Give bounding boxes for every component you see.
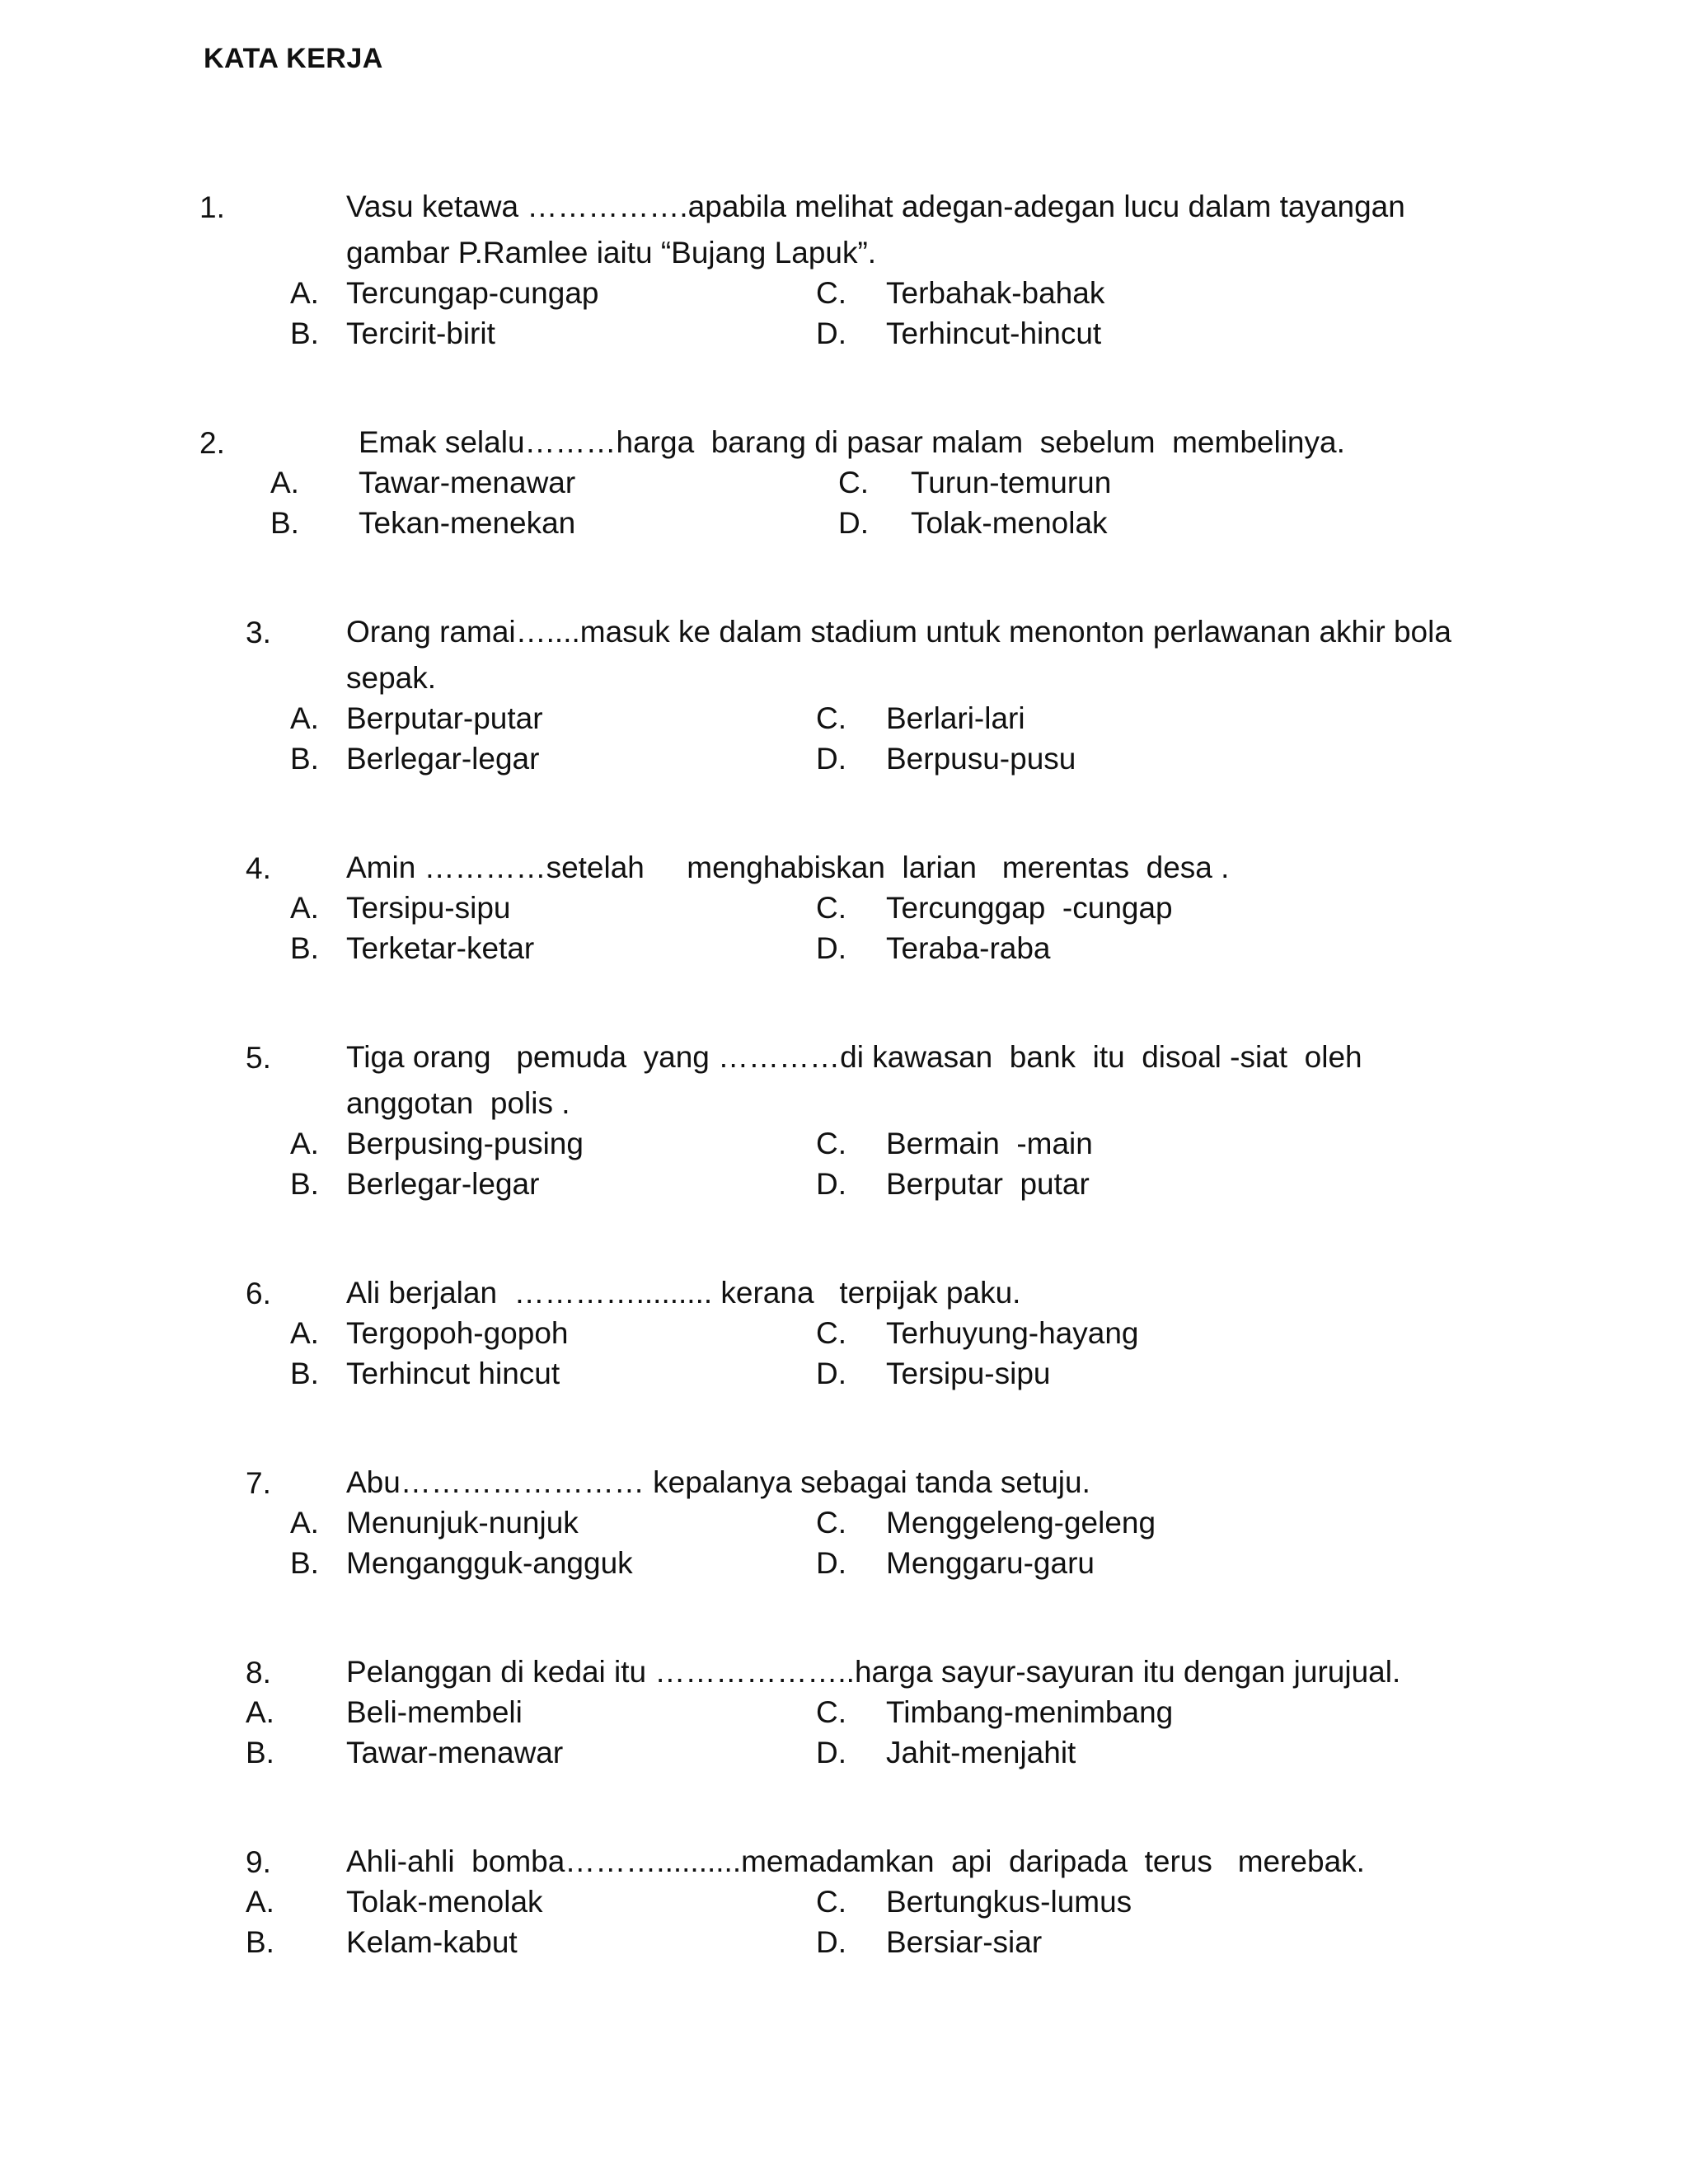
question-text (346, 609, 1451, 701)
question-number: 2. (199, 426, 225, 460)
question-line: gambar P.Ramlee iaitu “Bujang Lapuk”. (346, 236, 877, 269)
option-letter: B. (290, 1167, 319, 1201)
option-text: Tersipu-sipu (886, 1357, 1051, 1390)
option-letter: D. (816, 1736, 846, 1769)
option-text: Bertungkus-lumus (886, 1885, 1132, 1919)
question-line: Ali berjalan …………......... kerana terpijak paku. (346, 1276, 1021, 1310)
option-text: Berputar putar (886, 1167, 1090, 1201)
option-letter: C. (838, 466, 869, 499)
option-letter: D. (816, 1167, 846, 1201)
option-text: Timbang-menimbang (886, 1695, 1174, 1729)
question-line: Amin …………setelah menghabiskan larian merentas desa . (346, 851, 1230, 884)
question-number: 1. (199, 190, 225, 224)
option-text: Terhuyung-hayang (886, 1316, 1139, 1350)
option-text: Tergopoh-gopoh (346, 1316, 569, 1350)
option-text: Jahit-menjahit (886, 1736, 1076, 1769)
option-text: Menggaru-garu (886, 1546, 1095, 1580)
option-d[interactable] (0, 1927, 1648, 1967)
option-letter: A. (290, 891, 319, 925)
option-letter: B. (270, 506, 299, 540)
option-c[interactable] (0, 1128, 1648, 1169)
question-3 (0, 615, 1451, 831)
option-text: Tersipu-sipu (346, 891, 511, 925)
option-text: Tawar-menawar (359, 466, 576, 499)
question-number: 6. (246, 1277, 271, 1310)
option-letter: B. (246, 1736, 274, 1769)
option-text: Teraba-raba (886, 931, 1051, 965)
option-text: Berlari-lari (886, 701, 1025, 735)
option-d[interactable] (0, 1548, 1648, 1588)
option-text: Tolak-menolak (911, 506, 1108, 540)
question-text (346, 845, 1229, 891)
question-number: 9. (246, 1845, 271, 1879)
option-text: Mengangguk-angguk (346, 1546, 633, 1580)
question-text (346, 1034, 1362, 1127)
option-d[interactable] (0, 933, 1648, 973)
option-letter: D. (838, 506, 869, 540)
option-text: Tekan-menekan (359, 506, 576, 540)
option-letter: C. (816, 891, 846, 925)
question-text (346, 1649, 1400, 1695)
option-text: Tolak-menolak (346, 1885, 543, 1919)
option-letter: A. (246, 1885, 274, 1919)
option-letter: B. (246, 1925, 274, 1959)
question-number: 3. (246, 616, 271, 649)
option-c[interactable] (0, 1318, 1648, 1358)
option-letter: D. (816, 1546, 846, 1580)
question-line: anggotan polis . (346, 1086, 570, 1120)
question-9 (0, 1844, 1365, 2060)
option-d[interactable] (0, 1169, 1648, 1209)
option-text: Terketar-ketar (346, 931, 535, 965)
option-letter: B. (290, 1357, 319, 1390)
option-letter: A. (290, 701, 319, 735)
option-c[interactable] (0, 467, 1648, 508)
option-letter: A. (246, 1695, 274, 1729)
option-text: Terhincut hincut (346, 1357, 560, 1390)
option-d[interactable] (0, 508, 1648, 548)
option-text: Tercungap-cungap (346, 276, 599, 310)
option-d[interactable] (0, 743, 1648, 784)
question-1 (0, 190, 1405, 405)
option-letter: C. (816, 1885, 846, 1919)
option-letter: D. (816, 316, 846, 350)
question-line: Abu…………………… kepalanya sebagai tanda setuju. (346, 1465, 1090, 1499)
option-text: Turun-temurun (911, 466, 1112, 499)
option-text: Berpusing-pusing (346, 1127, 584, 1160)
option-letter: C. (816, 1506, 846, 1540)
option-text: Terbahak-bahak (886, 276, 1105, 310)
option-text: Bermain -main (886, 1127, 1093, 1160)
option-letter: B. (290, 931, 319, 965)
option-text: Beli-membeli (346, 1695, 523, 1729)
option-letter: C. (816, 1127, 846, 1160)
option-text: Menggeleng-geleng (886, 1506, 1156, 1540)
option-c[interactable] (0, 703, 1648, 743)
option-text: Tawar-menawar (346, 1736, 564, 1769)
option-letter: C. (816, 701, 846, 735)
option-letter: D. (816, 1357, 846, 1390)
question-number: 5. (246, 1041, 271, 1075)
option-c[interactable] (0, 893, 1648, 933)
option-letter: C. (816, 1316, 846, 1350)
question-text (359, 419, 1345, 466)
option-text: Berlegar-legar (346, 742, 540, 776)
option-letter: A. (290, 1127, 319, 1160)
option-letter: A. (290, 1316, 319, 1350)
option-letter: B. (290, 316, 319, 350)
option-letter: D. (816, 931, 846, 965)
option-d[interactable] (0, 1358, 1648, 1399)
option-text: Bersiar-siar (886, 1925, 1043, 1959)
question-line: Pelanggan di kedai itu ………………..harga sayur-sayuran itu dengan jurujual. (346, 1655, 1401, 1689)
option-c[interactable] (0, 278, 1648, 318)
question-line: sepak. (346, 661, 437, 695)
question-line: Emak selalu………harga barang di pasar malam sebelum membelinya. (359, 425, 1345, 459)
question-line: Tiga orang pemuda yang …………di kawasan bank itu disoal -siat oleh (346, 1040, 1362, 1074)
question-number: 7. (246, 1466, 271, 1500)
option-letter: C. (816, 1695, 846, 1729)
option-letter: A. (270, 466, 299, 499)
page-title: KATA KERJA (204, 43, 383, 74)
option-text: Kelam-kabut (346, 1925, 518, 1959)
question-line: Ahli-ahli bomba………..........memadamkan api daripada terus merebak. (346, 1844, 1365, 1878)
question-5 (0, 1040, 1362, 1256)
option-d[interactable] (0, 1737, 1648, 1778)
option-letter: B. (290, 742, 319, 776)
option-d[interactable] (0, 318, 1648, 359)
option-letter: C. (816, 276, 846, 310)
option-text: Menunjuk-nunjuk (346, 1506, 579, 1540)
question-number: 8. (246, 1656, 271, 1690)
option-letter: A. (290, 276, 319, 310)
question-text (346, 1460, 1090, 1506)
option-text: Berlegar-legar (346, 1167, 540, 1201)
option-letter: A. (290, 1506, 319, 1540)
option-letter: D. (816, 1925, 846, 1959)
option-text: Tercirit-birit (346, 316, 495, 350)
question-number: 4. (246, 851, 271, 885)
option-letter: D. (816, 742, 846, 776)
question-text (346, 184, 1405, 276)
question-line: Vasu ketawa …………….apabila melihat adegan-adegan lucu dalam tayangan (346, 190, 1405, 223)
option-text: Terhincut-hincut (886, 316, 1102, 350)
question-text (346, 1270, 1020, 1316)
question-line: Orang ramai…....masuk ke dalam stadium untuk menonton perlawanan akhir bola (346, 615, 1451, 649)
option-c[interactable] (0, 1507, 1648, 1548)
option-letter: B. (290, 1546, 319, 1580)
option-c[interactable] (0, 1886, 1648, 1927)
option-text: Berputar-putar (346, 701, 543, 735)
option-c[interactable] (0, 1697, 1648, 1737)
option-text: Berpusu-pusu (886, 742, 1076, 776)
option-text: Tercunggap -cungap (886, 891, 1173, 925)
question-text (346, 1839, 1365, 1885)
